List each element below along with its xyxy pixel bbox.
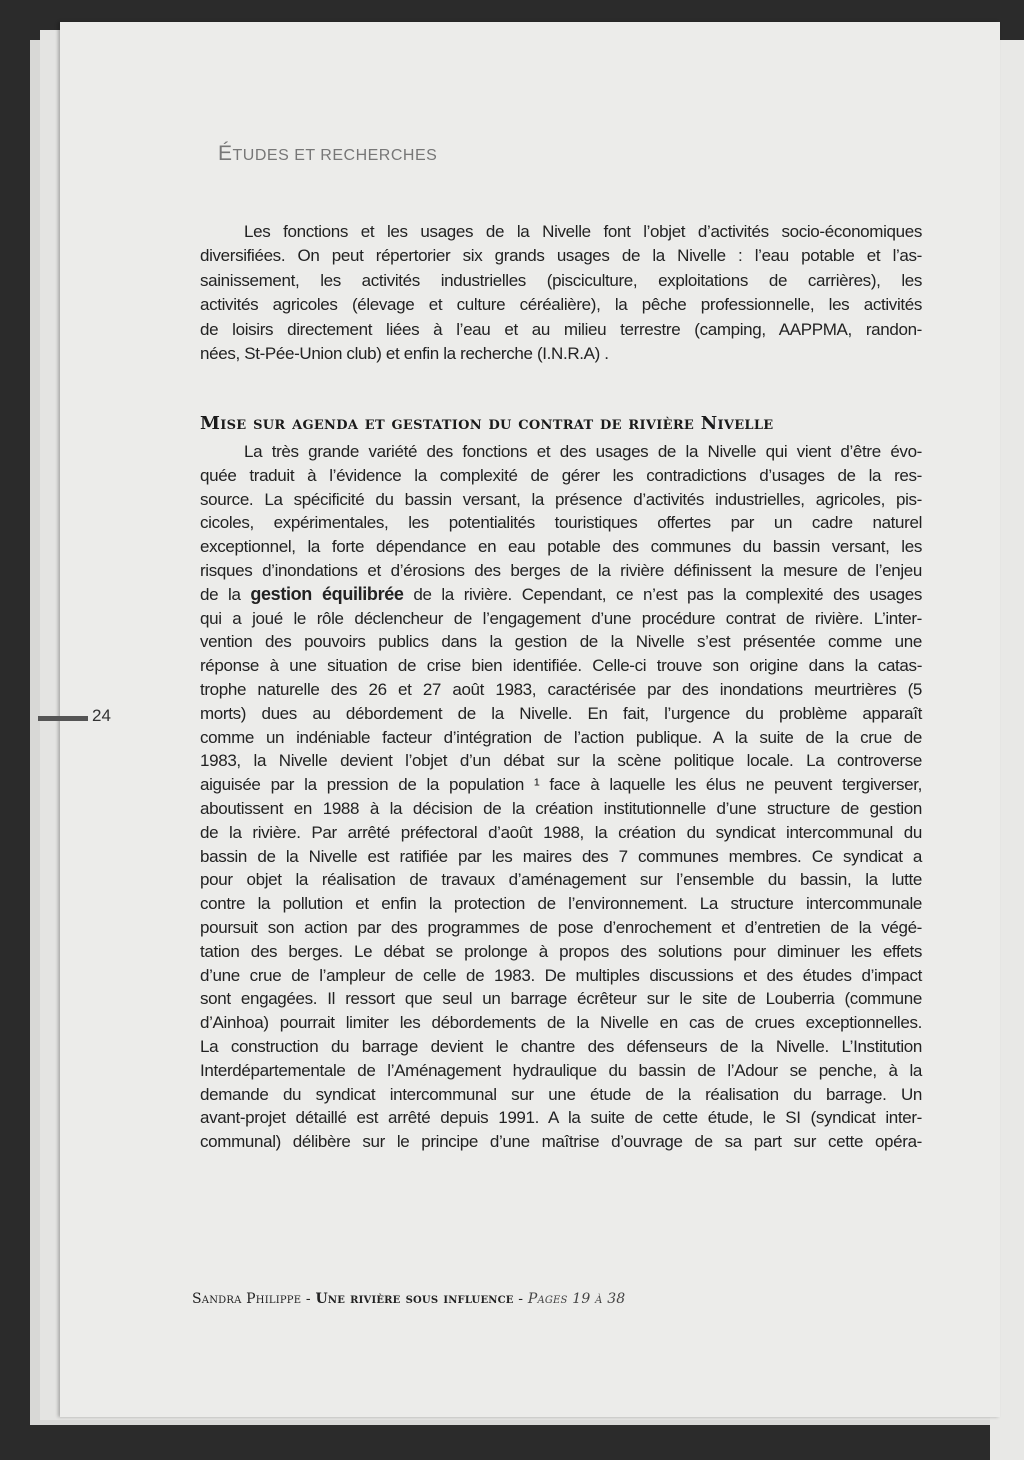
text-line: La très grande variété des fonctions et des usages de la Nivelle qui vient d’être évo- — [244, 442, 922, 461]
text-line: communal) délibère sur le principe d’une maîtrise d’ouvrage de sa part sur cette opéra- — [200, 1132, 922, 1152]
page-tab-marker — [38, 716, 88, 721]
text-span: de la rivière. Cependant, ce n’est pas la complexité des usages — [403, 584, 922, 604]
footer-separator: - — [301, 1291, 316, 1307]
text-line: comme un indéniable facteur d’intégration de l’action publique. A la suite de la crue de — [200, 727, 922, 747]
paragraph-2 — [200, 440, 922, 1154]
text-line: poursuit son action par des programmes de pose d’enrochement et d’entretien de la végé- — [200, 917, 922, 937]
text-line: Les fonctions et les usages de la Nivelle font l’objet d’activités socio-économiques — [244, 222, 922, 241]
text-line: 1983, la Nivelle devient l’objet d’un débat sur la scène politique locale. La controverse — [200, 751, 922, 771]
text-line: Interdépartementale de l’Aménagement hydraulique du bassin de l’Adour se penche, à la — [200, 1060, 922, 1080]
bold-term: gestion équilibrée — [250, 583, 404, 604]
text-line: vention des pouvoirs publics dans la gestion de la Nivelle s’est présentée comme une — [200, 632, 922, 652]
footer-title: Une rivière sous influence — [315, 1291, 514, 1307]
text-line: contre la pollution et enfin la protection de l’environnement. La structure intercommunale — [200, 894, 922, 914]
paragraph-1 — [200, 220, 922, 366]
text-span: de la — [200, 584, 251, 604]
footer-author: Sandra Philippe — [192, 1291, 302, 1307]
page-number: 24 — [92, 706, 111, 725]
text-line: bassin de la Nivelle est ratifiée par les maires des 7 communes membres. Ce syndicat a — [200, 846, 922, 866]
text-line: sainissement, les activités industrielles (pisciculture, exploitations de carrières), les — [200, 270, 922, 290]
text-line: exceptionnel, la forte dépendance en eau potable des communes du bassin versant, les — [200, 537, 922, 557]
header-text: TUDES ET RECHERCHES — [232, 147, 438, 164]
text-line: activités agricoles (élevage et culture céréalière), la pêche professionnelle, les activités — [200, 295, 922, 315]
running-header — [218, 142, 437, 166]
text-line: La construction du barrage devient le chantre des défenseurs de la Nivelle. L’Institution — [200, 1036, 922, 1056]
text-line: d’Ainhoa) pourrait limiter les débordements de la Nivelle en cas de crues exceptionnelles. — [200, 1013, 922, 1033]
text-line: tation des berges. Le débat se prolonge à propos des solutions pour diminuer les effets — [200, 941, 922, 961]
text-line: de la rivière. Par arrêté préfectoral d’août 1988, la création du syndicat intercommunal du — [200, 822, 922, 842]
text-line: diversifiées. On peut répertorier six grands usages de la Nivelle : l’eau potable et l’as- — [200, 246, 922, 266]
running-footer — [192, 1291, 625, 1307]
text-line: sont engagées. Il ressort que seul un barrage écrêteur sur le site de Louberria (commune — [200, 989, 922, 1009]
text-line: demande du syndicat intercommunal sur une étude de la réalisation du barrage. Un — [200, 1084, 922, 1104]
text-line: source. La spécificité du bassin versant, la présence d’activités industrielles, agricoles, pis- — [200, 489, 922, 509]
text-line: réponse à une situation de crise bien identifiée. Celle-ci trouve son origine dans la catas- — [200, 656, 922, 676]
text-line: avant-projet détaillé est arrêté depuis 1991. A la suite de cette étude, le SI (syndicat inter- — [200, 1108, 922, 1128]
text-line: aboutissent en 1988 à la décision de la création institutionnelle d’une structure de gestion — [200, 798, 922, 818]
text-line: quée traduit à l’évidence la complexité de gérer les contradictions d’usages de la res- — [200, 465, 922, 485]
footer-separator: - — [513, 1291, 528, 1307]
text-line: qui a joué le rôle déclencheur de l’engagement d’une procédure contrat de rivière. L’inter- — [200, 608, 922, 628]
text-line: nées, St-Pée-Union club) et enfin la recherche (I.N.R.A) . — [200, 343, 609, 363]
text-line — [200, 583, 922, 607]
text-line: d’une crue de l’ampleur de celle de 1983. De multiples discussions et des études d’impact — [200, 965, 922, 985]
text-line: aiguisée par la pression de la population ¹ face à laquelle les élus ne peuvent tergiverser, — [200, 775, 922, 795]
text-line: cicoles, expérimentales, les potentialités touristiques offertes par un cadre naturel — [200, 513, 922, 533]
text-line: morts) dues au débordement de la Nivelle. En fait, l’urgence du problème apparaît — [200, 703, 922, 723]
text-line: risques d’inondations et d’érosions des berges de la rivière définissent la mesure de l’enjeu — [200, 560, 922, 580]
text-line: de loisirs directement liées à l’eau et au milieu terrestre (camping, AAPPMA, randon- — [200, 319, 922, 339]
header-initial: É — [218, 142, 233, 165]
section-heading: Mise sur agenda et gestation du contrat de rivière Nivelle — [200, 413, 774, 434]
text-line: pour objet la réalisation de travaux d’aménagement sur l’ensemble du bassin, la lutte — [200, 870, 922, 890]
footer-pages: Pages 19 à 38 — [527, 1291, 626, 1307]
text-line: trophe naturelle des 26 et 27 août 1983, caractérisée par des inondations meurtrières (5 — [200, 679, 922, 699]
